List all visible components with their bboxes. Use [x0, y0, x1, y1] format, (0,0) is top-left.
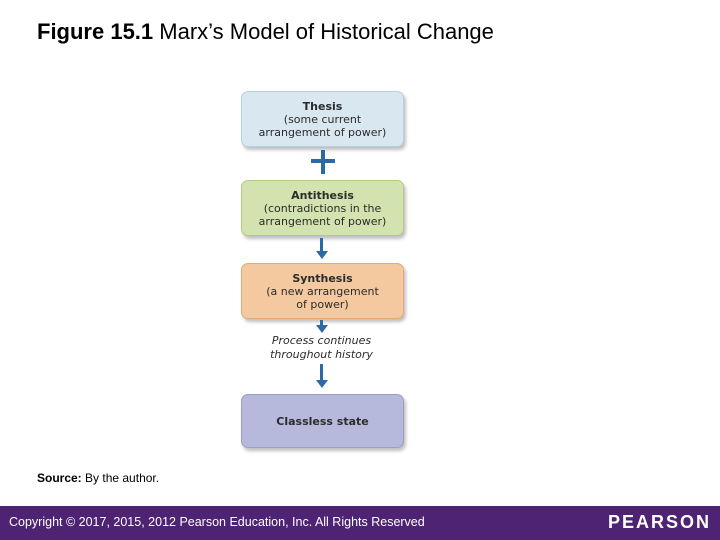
arrow-down-icon: [316, 238, 328, 260]
antithesis-line-1: (contradictions in the: [263, 201, 382, 215]
thesis-heading: Thesis: [302, 99, 343, 113]
arrow-down-icon: [316, 320, 328, 334]
source-label: Source:: [37, 471, 82, 485]
footer-bar: [0, 506, 720, 540]
process-line-2: throughout history: [270, 348, 373, 361]
classless-state-box: [241, 394, 404, 448]
thesis-box: [241, 91, 404, 147]
antithesis-box: [241, 180, 404, 236]
synthesis-line-2: of power): [296, 297, 349, 311]
antithesis-heading: Antithesis: [291, 188, 354, 202]
synthesis-line-1: (a new arrangement: [266, 284, 379, 298]
arrow-down-icon: [316, 364, 328, 389]
synthesis-heading: Synthesis: [292, 271, 353, 285]
thesis-line-1: (some current: [283, 112, 362, 126]
source-note: [37, 471, 159, 485]
figure-title: [37, 19, 494, 45]
copyright-text: Copyright © 2017, 2015, 2012 Pearson Education, Inc. All Rights Reserved: [9, 515, 425, 529]
classless-state-heading: Classless state: [276, 414, 369, 428]
synthesis-box: [241, 263, 404, 319]
plus-icon: [311, 150, 335, 174]
pearson-logo: PEARSON: [607, 512, 711, 532]
figure-title-text: Marx’s Model of Historical Change: [159, 19, 494, 44]
antithesis-line-2: arrangement of power): [258, 214, 387, 228]
process-line-1: Process continues: [271, 334, 372, 347]
thesis-line-2: arrangement of power): [258, 125, 387, 139]
source-text: By the author.: [85, 471, 160, 485]
process-caption: [241, 334, 402, 362]
figure-number: Figure 15.1: [37, 19, 154, 44]
